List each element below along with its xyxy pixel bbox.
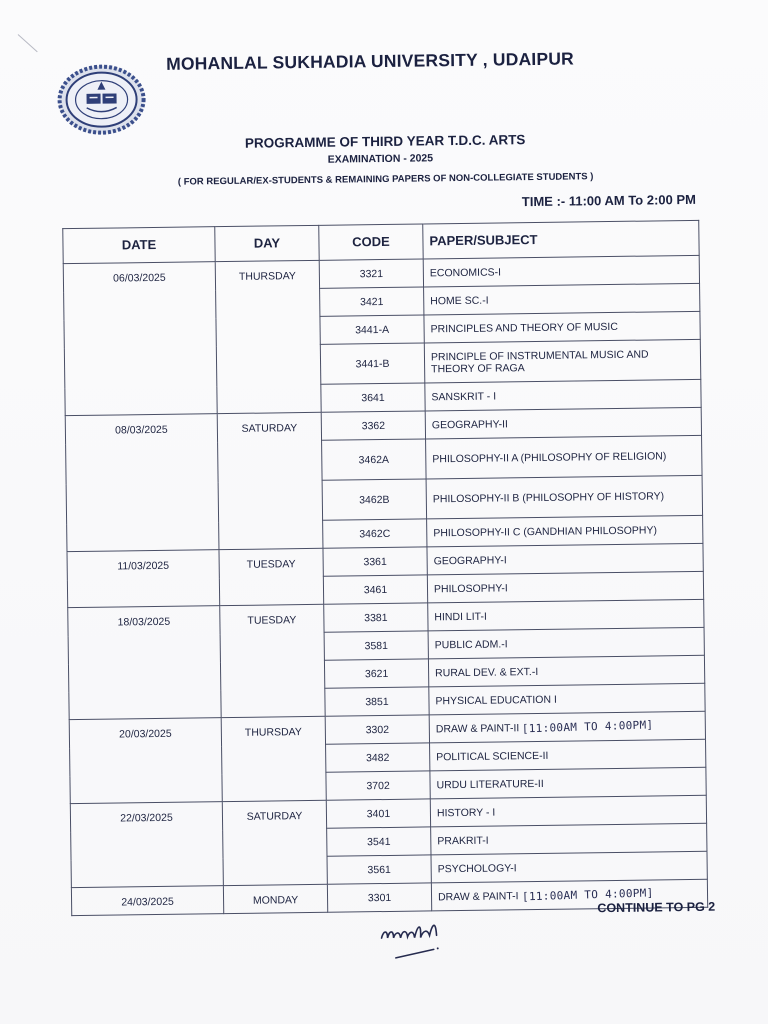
university-seal-icon <box>56 63 147 136</box>
exam-date: 18/03/2025 <box>68 606 221 720</box>
paper-subject: RURAL DEV. & EXT.-I <box>435 665 539 679</box>
paper-code: 3301 <box>327 883 431 912</box>
paper-subject: PHYSICAL EDUCATION I <box>435 693 557 707</box>
paper-code: 3702 <box>326 771 430 800</box>
paper-subject-cell <box>424 311 700 343</box>
paper-subject: PHILOSOPHY-I <box>433 581 508 595</box>
paper-subject: PHILOSOPHY-II A (PHILOSOPHY OF RELIGION) <box>432 449 667 465</box>
paper-subject-cell <box>431 823 707 855</box>
paper-code: 3302 <box>325 715 429 744</box>
paper-subject: PHILOSOPHY-II B (PHILOSOPHY OF HISTORY) <box>432 489 665 505</box>
paper-subject: PRINCIPLE OF INSTRUMENTAL MUSIC AND THEORY OF RAGA <box>430 348 649 375</box>
paper-subject: DRAW & PAINT-I <box>437 889 519 903</box>
schedule-table <box>62 220 708 916</box>
paper-subject: GEOGRAPHY-I <box>433 553 507 567</box>
paper-subject: PRAKRIT-I <box>437 834 489 847</box>
paper-code: 3851 <box>325 687 429 716</box>
paper-code: 3541 <box>327 827 431 856</box>
exam-date: 11/03/2025 <box>67 550 220 608</box>
paper-subject: POLITICAL SCIENCE-II <box>436 749 549 763</box>
exam-day: MONDAY <box>223 884 327 913</box>
exam-date: 20/03/2025 <box>69 718 222 804</box>
exam-day: TUESDAY <box>219 548 324 605</box>
paper-subject: ECONOMICS-I <box>429 265 502 279</box>
paper-code: 3321 <box>319 259 423 288</box>
paper-subject-cell <box>428 627 704 659</box>
paper-subject-cell <box>428 655 704 687</box>
paper-subject: PSYCHOLOGY-I <box>437 861 517 875</box>
paper-code: 3461 <box>323 575 427 604</box>
paper-subject-cell <box>426 475 702 519</box>
paper-subject-cell <box>425 407 701 439</box>
paper-code: 3621 <box>324 659 428 688</box>
paper-code: 3641 <box>321 383 425 412</box>
paper-code: 3441-B <box>320 343 425 384</box>
paper-code: 3421 <box>320 287 424 316</box>
paper-subject: GEOGRAPHY-II <box>431 417 508 431</box>
paper-subject-cell <box>427 543 703 575</box>
paper-code: 3401 <box>326 799 430 828</box>
exam-date: 22/03/2025 <box>70 802 223 888</box>
paper-subject: SANSKRIT - I <box>431 390 497 403</box>
exam-date: 08/03/2025 <box>65 414 219 552</box>
paper-subject: DRAW & PAINT-II <box>435 721 520 735</box>
paper-code: 3361 <box>323 547 427 576</box>
paper-subject-cell <box>430 739 706 771</box>
schedule-body <box>63 255 707 915</box>
paper-subject-cell <box>430 795 706 827</box>
paper-code: 3581 <box>324 631 428 660</box>
paper-subject-cell <box>426 435 702 479</box>
exam-date: 24/03/2025 <box>71 886 223 916</box>
exam-day: THURSDAY <box>221 716 326 801</box>
paper-code: 3362 <box>321 411 425 440</box>
examination-year: EXAMINATION - 2025 <box>327 152 434 166</box>
paper-subject-cell <box>424 339 700 383</box>
exam-day: TUESDAY <box>220 604 325 717</box>
paper-subject-cell <box>428 599 704 631</box>
paper-subject: HINDI LIT-I <box>434 610 487 623</box>
paper-code: 3441-A <box>320 315 424 344</box>
handwritten-time-note: [11:00AM TO 4:00PM] <box>521 885 654 903</box>
paper-subject-cell <box>431 851 707 883</box>
paper-subject-cell <box>430 767 706 799</box>
column-header-day: DAY <box>215 225 319 261</box>
handwritten-time-note: [11:00AM TO 4:00PM] <box>522 717 654 735</box>
paper-code: 3381 <box>324 603 428 632</box>
exam-time: TIME :- 11:00 AM To 2:00 PM <box>521 191 697 210</box>
paper-subject-cell <box>427 571 703 603</box>
paper-subject-cell <box>424 283 700 315</box>
paper-code: 3462A <box>322 439 427 480</box>
paper-subject-cell <box>429 683 705 715</box>
exam-date: 06/03/2025 <box>63 262 217 416</box>
programme-title: PROGRAMME OF THIRD YEAR T.D.C. ARTS <box>244 132 526 151</box>
paper-code: 3462C <box>323 519 427 548</box>
university-title: MOHANLAL SUKHADIA UNIVERSITY , UDAIPUR <box>165 48 575 74</box>
column-header-code: CODE <box>319 224 423 260</box>
exam-day: SATURDAY <box>222 800 327 885</box>
continue-note: CONTINUE TO PG 2 <box>597 899 716 916</box>
paper-subject: PHILOSOPHY-II C (GANDHIAN PHILOSOPHY) <box>433 523 658 539</box>
column-header-date: DATE <box>63 227 215 264</box>
audience-note: ( FOR REGULAR/EX-STUDENTS & REMAINING PAPERS OF NON-COLLEGIATE STUDENTS ) <box>177 171 594 188</box>
exam-day: SATURDAY <box>217 412 323 549</box>
paper-subject: PRINCIPLES AND THEORY OF MUSIC <box>430 320 618 335</box>
paper-subject: PUBLIC ADM.-I <box>434 637 508 651</box>
paper-code: 3482 <box>326 743 430 772</box>
paper-subject-cell <box>427 515 703 547</box>
paper-subject: HOME SC.-I <box>430 294 489 307</box>
paper-subject: HISTORY - I <box>436 806 496 819</box>
paper-subject: URDU LITERATURE-II <box>436 777 544 791</box>
column-header-subject: PAPER/SUBJECT <box>423 220 699 259</box>
paper-subject-cell <box>425 379 701 411</box>
paper-code: 3561 <box>327 855 431 884</box>
paper-subject-cell <box>429 711 705 743</box>
paper-code: 3462B <box>322 479 427 520</box>
exam-day: THURSDAY <box>215 260 321 413</box>
handwritten-signature-icon <box>373 907 484 968</box>
paper-subject-cell <box>423 255 699 287</box>
